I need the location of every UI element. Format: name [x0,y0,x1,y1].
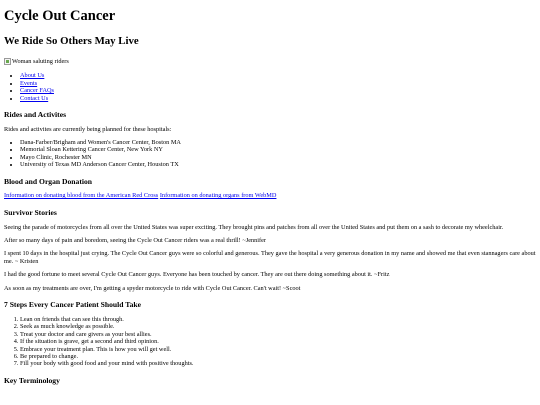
rides-heading: Rides and Activites [4,109,67,119]
rides-intro: Rides and activites are currently being planned for these hospitals: [4,125,172,133]
step-item: 6. Be prepared to change. [20,353,536,360]
story-text: I had the good fortune to meet several Cycle Out Cancer guys. Everyone has been touched by cancer. They are out there doing something about it. ~Fritz [4,271,390,279]
red-cross-blood-link[interactable]: Information on donating blood from the American Red Cross [4,192,159,200]
step-item: 7. Fill your body with good food and your mind with positive thoughts. [20,360,536,367]
donation-links [4,192,536,199]
step-item: 4. If the situation is grave, get a second and third opinion. [20,338,536,345]
nav-link-faqs[interactable]: Cancer FAQs [20,87,54,95]
nav-link-events[interactable]: Events [20,79,38,87]
step-item: 5. Embrace your treatment plan. This is how you will get well. [20,346,536,353]
nav-link-contact[interactable]: Contact Us [20,94,49,102]
story-text: As soon as my treatments are over, I'm getting a spyder motorcycle to ride with Cycle Out Cancer. Can't wait! ~Scoot [4,284,301,292]
site-tagline: We Ride So Others May Live [4,34,139,47]
story-text: I spent 10 days in the hospital just crying. The Cycle Out Cancer guys were so colorful and generous. They gave the hospital a very generous donation in my name and showed me that even stannagers care about me. ~ Kristen [4,250,536,265]
step-item: 2. Seek as much knowledge as possible. [20,323,536,330]
step-item: 3. Treat your doctor and care givers as your best allies. [20,331,536,338]
story-text: After so many days of pain and boredom, seeing the Cycle Out Cancer riders was a real thrill! ~Jennifer [4,237,267,245]
story-text: Seeing the parade of motorcycles from all over the United States was super exciting. They brought pins and patches from all over the United States and put them on a sash to decorate my wheelchair. [4,223,504,231]
nav-item-about [20,72,536,79]
stories-heading: Survivor Stories [4,207,57,217]
hospital-item: • Memorial Sloan Kettering Cancer Center, New York NY [20,146,536,153]
hero-image [4,58,536,65]
broken-image-icon [4,58,11,65]
nav-item-events [20,80,536,87]
nav-item-contact [20,95,536,102]
terminology-heading: Key Terminology [4,375,60,385]
steps-heading: 7 Steps Every Cancer Patient Should Take [4,300,141,310]
nav-item-faqs [20,87,536,94]
steps-list [4,316,536,368]
site-title: Cycle Out Cancer [4,8,116,24]
donation-heading: Blood and Organ Donation [4,176,92,186]
hospital-item: • University of Texas MD Anderson Cancer Center, Houston TX [20,161,536,168]
webmd-organs-link[interactable]: Information on donating organs from WebMD [159,192,277,200]
nav-link-about[interactable]: About Us [20,72,45,80]
hospital-item: • Dana-Farber/Brigham and Women's Cancer Center, Boston MA [20,139,536,146]
hero-image-alt: Woman saluting riders [12,57,69,65]
step-item: 1. Lean on friends that can see this through. [20,316,536,323]
hospital-item: • Mayo Clinic, Rochester MN [20,154,536,161]
main-nav [4,72,536,102]
hospital-list [4,139,536,169]
